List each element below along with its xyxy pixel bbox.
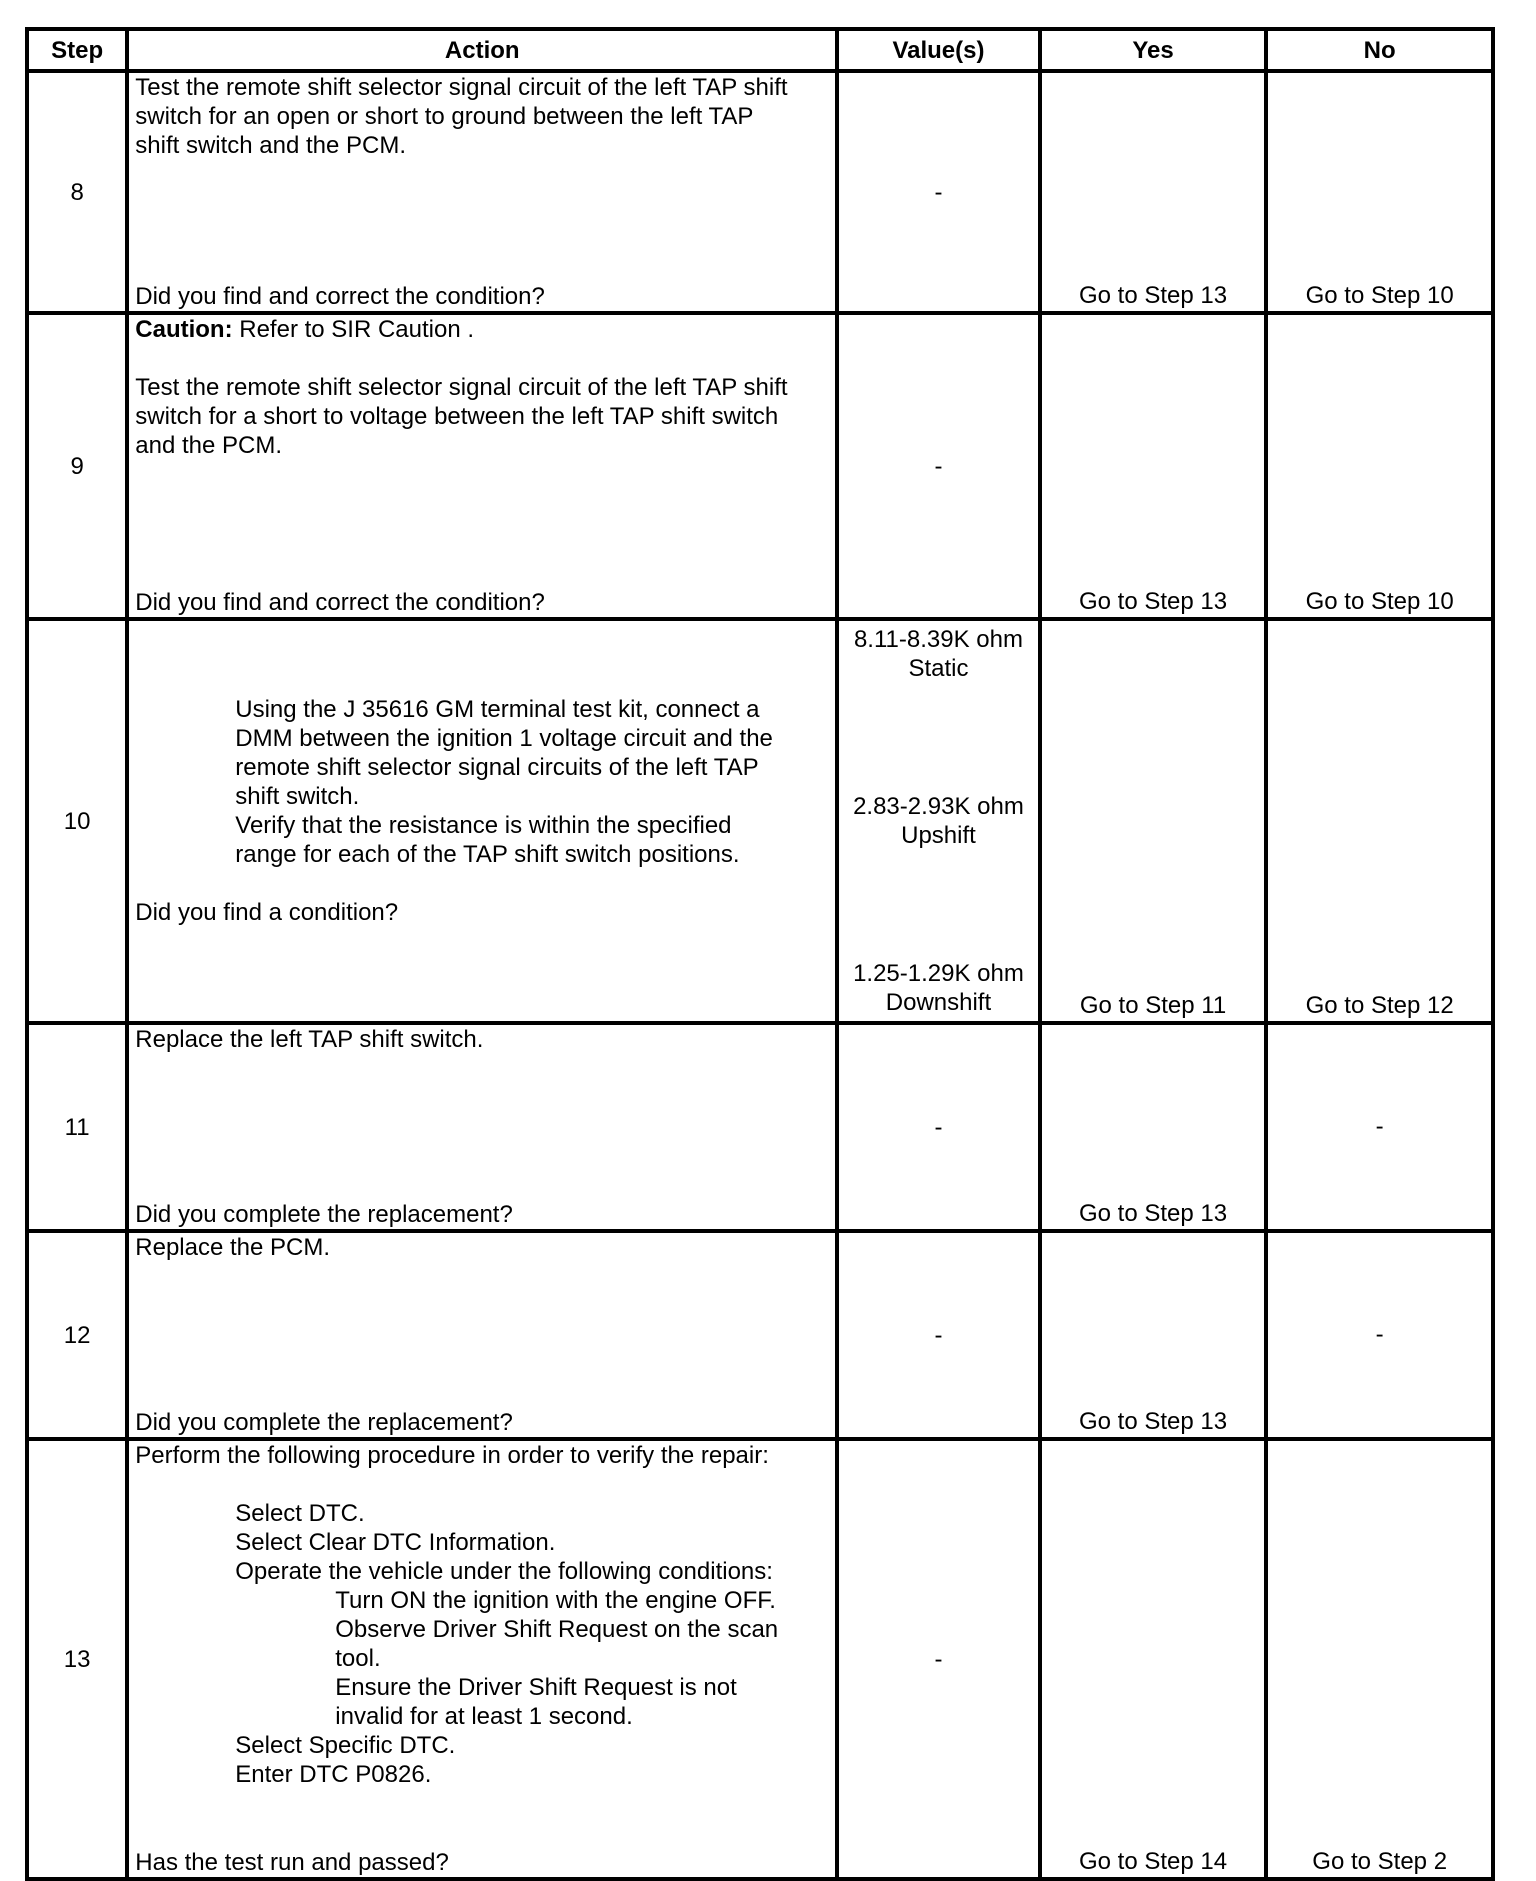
action-cell — [127, 619, 837, 1023]
procedure-substep: Ensure the Driver Shift Request is not — [335, 1674, 737, 1701]
value-cell: - — [837, 313, 1040, 619]
action-line: shift switch. — [235, 783, 360, 810]
yes-cell: Go to Step 11 — [1040, 619, 1267, 1023]
diagnostic-table — [25, 27, 1495, 1881]
header-values: Value(s) — [837, 29, 1040, 71]
procedure-substep: tool. — [335, 1645, 381, 1672]
yes-cell: Go to Step 14 — [1040, 1439, 1267, 1879]
procedure-step: Select Specific DTC. — [235, 1732, 456, 1759]
no-cell: - — [1266, 1231, 1493, 1439]
procedure-step: Select DTC. — [235, 1500, 365, 1527]
action-line: switch for a short to voltage between the left TAP shift switch — [135, 403, 779, 430]
action-line: shift switch and the PCM. — [135, 132, 407, 159]
action-line: switch for an open or short to ground between the left TAP — [135, 103, 754, 130]
value-cell: - — [837, 1023, 1040, 1231]
value-cell: - — [837, 71, 1040, 313]
step-number: 12 — [27, 1231, 127, 1439]
header-row — [27, 29, 1493, 71]
action-line: and the PCM. — [135, 432, 283, 459]
yes-cell: Go to Step 13 — [1040, 1231, 1267, 1439]
caution-label: Caution: — [135, 316, 233, 343]
table-row-step-12 — [27, 1231, 1493, 1439]
table-row-step-13 — [27, 1439, 1493, 1879]
header-yes: Yes — [1040, 29, 1267, 71]
action-line: remote shift selector signal circuits of the left TAP — [235, 754, 759, 781]
no-cell: Go to Step 12 — [1266, 619, 1493, 1023]
value-label: Static — [908, 655, 969, 682]
value-cell: - — [837, 1231, 1040, 1439]
procedure-substep: invalid for at least 1 second. — [335, 1703, 633, 1730]
no-cell: - — [1266, 1023, 1493, 1231]
value-range: 2.83-2.93K ohm — [853, 793, 1024, 820]
procedure-substep: Turn ON the ignition with the engine OFF. — [335, 1587, 776, 1614]
procedure-step: Enter DTC P0826. — [235, 1761, 432, 1788]
table-row-step-8 — [27, 71, 1493, 313]
action-intro: Perform the following procedure in order to verify the repair: — [135, 1442, 769, 1469]
action-line: DMM between the ignition 1 voltage circuit and the — [235, 725, 773, 752]
action-cell — [127, 313, 837, 619]
value-range: 8.11-8.39K ohm — [853, 626, 1023, 653]
action-question: Did you find a condition? — [135, 899, 399, 926]
yes-cell: Go to Step 13 — [1040, 313, 1267, 619]
action-question: Did you complete the replacement? — [135, 1409, 513, 1436]
value-cell: - — [837, 1439, 1040, 1879]
action-question: Did you find and correct the condition? — [135, 589, 545, 616]
step-number: 11 — [27, 1023, 127, 1231]
no-cell: Go to Step 2 — [1266, 1439, 1493, 1879]
action-line: Verify that the resistance is within the specified — [235, 812, 732, 839]
action-line: Test the remote shift selector signal circuit of the left TAP shift — [135, 374, 788, 401]
action-question: Did you complete the replacement? — [135, 1201, 513, 1228]
value-label: Downshift — [885, 989, 992, 1016]
header-action: Action — [127, 29, 837, 71]
step-number: 8 — [27, 71, 127, 313]
action-line: Replace the PCM. — [135, 1234, 331, 1261]
procedure-step: Select Clear DTC Information. — [235, 1529, 556, 1556]
yes-cell: Go to Step 13 — [1040, 1023, 1267, 1231]
header-step: Step — [27, 29, 127, 71]
table-row-step-11 — [27, 1023, 1493, 1231]
table-row-step-10 — [27, 619, 1493, 1023]
header-no: No — [1266, 29, 1493, 71]
action-line: Replace the left TAP shift switch. — [135, 1026, 484, 1053]
action-cell — [127, 1231, 837, 1439]
action-line: Test the remote shift selector signal circuit of the left TAP shift — [135, 74, 788, 101]
no-cell: Go to Step 10 — [1266, 313, 1493, 619]
procedure-step: Operate the vehicle under the following conditions: — [235, 1558, 773, 1585]
yes-cell: Go to Step 13 — [1040, 71, 1267, 313]
action-question: Did you find and correct the condition? — [135, 283, 545, 310]
action-line: Using the J 35616 GM terminal test kit, connect a — [235, 696, 760, 723]
value-range: 1.25-1.29K ohm — [853, 960, 1024, 987]
step-number: 13 — [27, 1439, 127, 1879]
table-row-step-9 — [27, 313, 1493, 619]
step-number: 10 — [27, 619, 127, 1023]
action-cell — [127, 1023, 837, 1231]
caution-text: Refer to SIR Caution . — [232, 316, 475, 343]
action-cell — [127, 71, 837, 313]
action-question: Has the test run and passed? — [135, 1849, 449, 1876]
procedure-substep: Observe Driver Shift Request on the scan — [335, 1616, 779, 1643]
value-label: Upshift — [901, 822, 976, 849]
caution-line — [135, 315, 831, 344]
step-number: 9 — [27, 313, 127, 619]
action-cell — [127, 1439, 837, 1879]
no-cell: Go to Step 10 — [1266, 71, 1493, 313]
action-line: range for each of the TAP shift switch positions. — [235, 841, 740, 868]
value-cell — [837, 619, 1040, 1023]
